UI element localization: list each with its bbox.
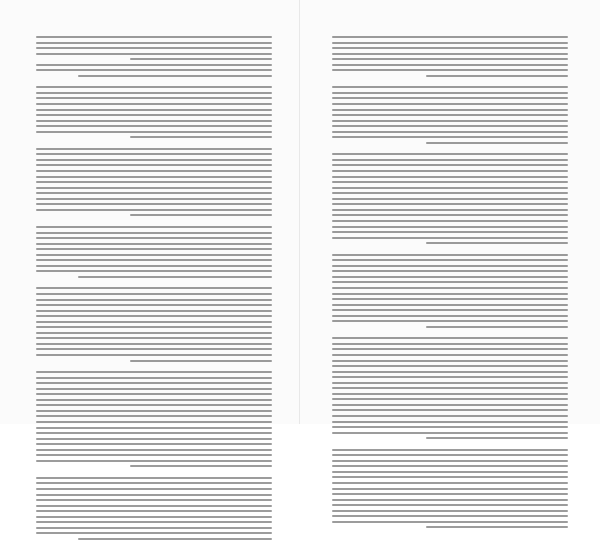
- text-line-placeholder: [78, 75, 272, 77]
- text-line-placeholder: [36, 254, 272, 256]
- text-line-placeholder: [36, 488, 272, 490]
- text-line-placeholder: [36, 410, 272, 412]
- text-line-placeholder: [36, 454, 272, 456]
- text-line-placeholder: [36, 243, 272, 245]
- text-line-placeholder: [36, 226, 272, 228]
- text-line-placeholder: [36, 382, 272, 384]
- text-line-placeholder: [36, 343, 272, 345]
- text-line-placeholder: [36, 427, 272, 429]
- text-line-placeholder: [332, 482, 568, 484]
- text-line-placeholder: [332, 198, 568, 200]
- text-line-placeholder: [36, 64, 272, 66]
- text-line-placeholder: [332, 153, 568, 155]
- text-line-placeholder: [36, 187, 272, 189]
- left-text-column: [36, 36, 272, 543]
- text-line-placeholder: [36, 209, 272, 211]
- text-line-placeholder: [36, 176, 272, 178]
- text-line-placeholder: [36, 287, 272, 289]
- text-line-placeholder: [332, 371, 568, 373]
- text-line-placeholder: [36, 148, 272, 150]
- text-line-placeholder: [36, 499, 272, 501]
- text-line-placeholder: [332, 125, 568, 127]
- text-line-placeholder: [130, 360, 272, 362]
- text-line-placeholder: [332, 103, 568, 105]
- text-line-placeholder: [426, 526, 568, 528]
- text-line-placeholder: [78, 276, 272, 278]
- text-line-placeholder: [36, 36, 272, 38]
- text-line-placeholder: [332, 309, 568, 311]
- text-line-placeholder: [36, 131, 272, 133]
- text-line-placeholder: [36, 527, 272, 529]
- text-line-placeholder: [36, 103, 272, 105]
- text-line-placeholder: [36, 232, 272, 234]
- text-line-placeholder: [36, 415, 272, 417]
- text-line-placeholder: [332, 259, 568, 261]
- text-line-placeholder: [36, 393, 272, 395]
- text-line-placeholder: [332, 53, 568, 55]
- text-line-placeholder: [36, 97, 272, 99]
- text-line-placeholder: [36, 348, 272, 350]
- text-line-placeholder: [332, 265, 568, 267]
- text-line-placeholder: [130, 58, 272, 60]
- text-line-placeholder: [332, 109, 568, 111]
- text-line-placeholder: [36, 304, 272, 306]
- text-line-placeholder: [36, 192, 272, 194]
- text-line-placeholder: [36, 159, 272, 161]
- text-line-placeholder: [332, 92, 568, 94]
- text-line-placeholder: [332, 298, 568, 300]
- text-line-placeholder: [332, 315, 568, 317]
- text-line-placeholder: [332, 86, 568, 88]
- text-line-placeholder: [426, 242, 568, 244]
- text-line-placeholder: [36, 47, 272, 49]
- text-line-placeholder: [426, 75, 568, 77]
- text-line-placeholder: [36, 198, 272, 200]
- text-line-placeholder: [130, 136, 272, 138]
- text-line-placeholder: [332, 432, 568, 434]
- text-line-placeholder: [332, 515, 568, 517]
- text-line-placeholder: [130, 214, 272, 216]
- text-line-placeholder: [332, 465, 568, 467]
- text-line-placeholder: [36, 321, 272, 323]
- text-line-placeholder: [36, 109, 272, 111]
- text-line-placeholder: [332, 120, 568, 122]
- text-line-placeholder: [332, 387, 568, 389]
- text-line-placeholder: [36, 354, 272, 356]
- text-line-placeholder: [36, 265, 272, 267]
- text-line-placeholder: [426, 326, 568, 328]
- text-line-placeholder: [332, 488, 568, 490]
- text-line-placeholder: [36, 521, 272, 523]
- right-text-column: [332, 36, 568, 532]
- text-line-placeholder: [36, 326, 272, 328]
- text-line-placeholder: [36, 170, 272, 172]
- text-line-placeholder: [332, 382, 568, 384]
- text-line-placeholder: [36, 181, 272, 183]
- text-line-placeholder: [36, 443, 272, 445]
- text-line-placeholder: [332, 220, 568, 222]
- text-line-placeholder: [36, 477, 272, 479]
- text-line-placeholder: [332, 69, 568, 71]
- text-line-placeholder: [332, 42, 568, 44]
- text-line-placeholder: [36, 310, 272, 312]
- text-line-placeholder: [36, 332, 272, 334]
- left-page: [0, 0, 300, 424]
- text-line-placeholder: [36, 494, 272, 496]
- text-line-placeholder: [332, 454, 568, 456]
- text-line-placeholder: [332, 376, 568, 378]
- text-line-placeholder: [36, 125, 272, 127]
- text-line-placeholder: [36, 460, 272, 462]
- text-line-placeholder: [332, 421, 568, 423]
- text-line-placeholder: [36, 432, 272, 434]
- text-line-placeholder: [36, 69, 272, 71]
- text-line-placeholder: [36, 532, 272, 534]
- text-line-placeholder: [332, 192, 568, 194]
- text-line-placeholder: [332, 343, 568, 345]
- text-line-placeholder: [332, 254, 568, 256]
- text-line-placeholder: [36, 203, 272, 205]
- text-line-placeholder: [332, 409, 568, 411]
- text-line-placeholder: [36, 53, 272, 55]
- text-line-placeholder: [36, 42, 272, 44]
- text-line-placeholder: [332, 493, 568, 495]
- text-line-placeholder: [332, 460, 568, 462]
- text-line-placeholder: [332, 337, 568, 339]
- text-line-placeholder: [332, 293, 568, 295]
- text-line-placeholder: [36, 114, 272, 116]
- text-line-placeholder: [332, 476, 568, 478]
- right-page: [300, 0, 600, 424]
- text-line-placeholder: [332, 449, 568, 451]
- text-line-placeholder: [36, 164, 272, 166]
- text-line-placeholder: [332, 510, 568, 512]
- text-line-placeholder: [332, 415, 568, 417]
- text-line-placeholder: [332, 64, 568, 66]
- text-line-placeholder: [332, 521, 568, 523]
- text-line-placeholder: [426, 142, 568, 144]
- text-line-placeholder: [332, 164, 568, 166]
- text-line-placeholder: [332, 398, 568, 400]
- text-line-placeholder: [36, 120, 272, 122]
- text-line-placeholder: [332, 499, 568, 501]
- text-line-placeholder: [36, 237, 272, 239]
- text-line-placeholder: [332, 36, 568, 38]
- text-line-placeholder: [332, 97, 568, 99]
- text-line-placeholder: [332, 58, 568, 60]
- text-line-placeholder: [332, 270, 568, 272]
- text-line-placeholder: [36, 388, 272, 390]
- text-line-placeholder: [36, 315, 272, 317]
- text-line-placeholder: [332, 287, 568, 289]
- text-line-placeholder: [36, 299, 272, 301]
- text-line-placeholder: [332, 214, 568, 216]
- text-line-placeholder: [332, 226, 568, 228]
- text-line-placeholder: [36, 449, 272, 451]
- text-line-placeholder: [36, 516, 272, 518]
- text-line-placeholder: [332, 360, 568, 362]
- text-line-placeholder: [332, 203, 568, 205]
- text-line-placeholder: [36, 337, 272, 339]
- text-line-placeholder: [332, 426, 568, 428]
- text-line-placeholder: [36, 153, 272, 155]
- text-line-placeholder: [36, 293, 272, 295]
- text-line-placeholder: [332, 365, 568, 367]
- text-line-placeholder: [36, 86, 272, 88]
- text-line-placeholder: [332, 176, 568, 178]
- text-line-placeholder: [332, 281, 568, 283]
- text-line-placeholder: [332, 209, 568, 211]
- text-line-placeholder: [332, 47, 568, 49]
- text-line-placeholder: [36, 399, 272, 401]
- text-line-placeholder: [332, 237, 568, 239]
- text-line-placeholder: [332, 187, 568, 189]
- text-line-placeholder: [332, 181, 568, 183]
- text-line-placeholder: [36, 438, 272, 440]
- text-line-placeholder: [332, 348, 568, 350]
- text-line-placeholder: [130, 465, 272, 467]
- text-line-placeholder: [332, 159, 568, 161]
- text-line-placeholder: [332, 393, 568, 395]
- text-line-placeholder: [78, 538, 272, 540]
- text-line-placeholder: [332, 131, 568, 133]
- text-line-placeholder: [332, 276, 568, 278]
- text-line-placeholder: [332, 471, 568, 473]
- text-line-placeholder: [36, 248, 272, 250]
- text-line-placeholder: [332, 170, 568, 172]
- text-line-placeholder: [36, 482, 272, 484]
- text-line-placeholder: [36, 510, 272, 512]
- text-line-placeholder: [332, 114, 568, 116]
- text-line-placeholder: [36, 259, 272, 261]
- text-line-placeholder: [36, 505, 272, 507]
- text-line-placeholder: [332, 304, 568, 306]
- text-line-placeholder: [426, 437, 568, 439]
- text-line-placeholder: [332, 136, 568, 138]
- text-line-placeholder: [332, 354, 568, 356]
- text-line-placeholder: [332, 320, 568, 322]
- text-line-placeholder: [36, 371, 272, 373]
- text-line-placeholder: [36, 92, 272, 94]
- text-line-placeholder: [36, 377, 272, 379]
- text-line-placeholder: [36, 270, 272, 272]
- text-line-placeholder: [332, 404, 568, 406]
- text-line-placeholder: [36, 404, 272, 406]
- text-line-placeholder: [332, 504, 568, 506]
- text-line-placeholder: [36, 421, 272, 423]
- text-line-placeholder: [332, 231, 568, 233]
